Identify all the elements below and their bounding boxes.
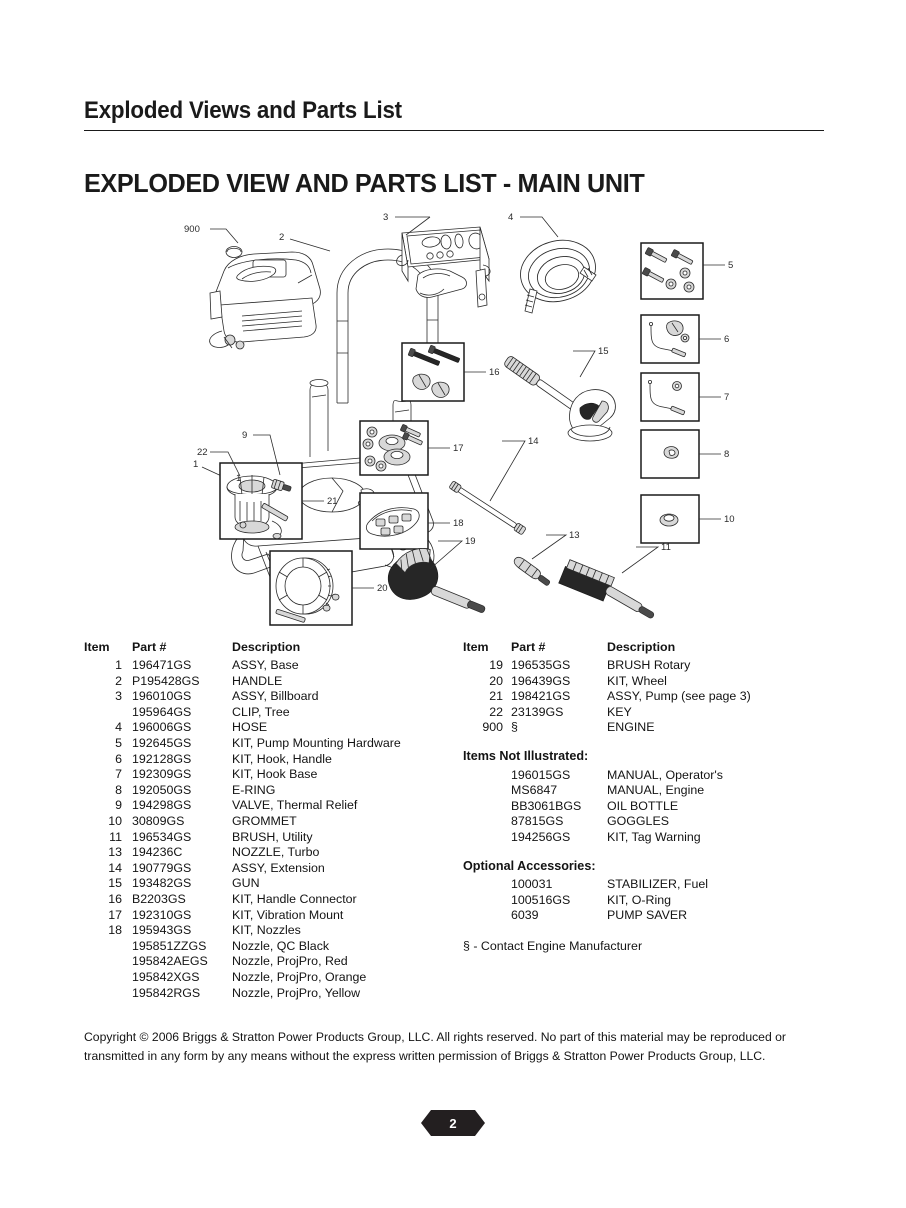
cell-item: 9 — [115, 798, 122, 813]
table-row — [463, 768, 843, 784]
cell-description: KIT, Handle Connector — [232, 892, 357, 906]
not-illustrated-title: Items Not Illustrated: — [463, 749, 589, 764]
cell-description: KIT, Pump Mounting Hardware — [232, 736, 401, 751]
cell-description: PUMP SAVER — [607, 908, 688, 923]
cell-item — [463, 799, 503, 815]
part-utility-brush-11 — [556, 542, 670, 630]
cell-description: Nozzle, ProjPro, Red — [232, 954, 348, 969]
cell-item — [84, 939, 122, 955]
cell-item: 13 — [108, 845, 122, 860]
optional-accessories-title: Optional Accessories: — [463, 858, 596, 873]
table-row — [84, 689, 454, 705]
cell-part-number: 30809GS — [132, 814, 185, 829]
cell-description: ASSY, Base — [232, 658, 299, 673]
cell-description: GROMMET — [232, 814, 297, 829]
cell-part-number: 100516GS — [511, 892, 571, 907]
cell-part-number: 196010GS — [132, 689, 192, 704]
cell-part-number: 196006GS — [132, 720, 192, 735]
table-row — [84, 814, 454, 830]
cell-part-number: 192310GS — [132, 907, 192, 922]
table-row — [84, 658, 454, 674]
cell-description: GUN — [232, 876, 260, 891]
cell-part-number: 192128GS — [132, 751, 192, 766]
page-number-label: 2 — [449, 1115, 457, 1131]
col-header-description: Description — [232, 640, 301, 654]
cell-item: 900 — [482, 720, 503, 735]
cell-description: Nozzle, QC Black — [232, 938, 330, 953]
cell-part-number: 192050GS — [132, 782, 192, 797]
cell-item: 1 — [115, 658, 122, 673]
cell-part-number: B2203GS — [132, 892, 186, 906]
cell-description: MANUAL, Operator's — [607, 767, 723, 782]
callout-3: 3 — [383, 212, 389, 223]
cell-description: MANUAL, Engine — [607, 783, 705, 798]
cell-item: 20 — [489, 673, 503, 688]
cell-part-number: 195851ZZGS — [132, 938, 207, 953]
table-row — [463, 658, 843, 674]
table-header-row — [84, 640, 454, 658]
part-box-20 — [270, 551, 388, 625]
cell-part-number: 196535GS — [511, 658, 571, 673]
cell-description: Nozzle, ProjPro, Orange — [232, 969, 367, 984]
cell-part-number: 196534GS — [132, 829, 192, 844]
callout-14: 14 — [528, 436, 539, 447]
cell-item — [463, 783, 503, 799]
callout-6: 6 — [724, 334, 730, 345]
cell-description: KIT, Nozzles — [232, 923, 301, 938]
cell-item — [84, 986, 122, 1002]
cell-part-number: 196015GS — [511, 767, 571, 782]
cell-description: ASSY, Pump (see page 3) — [607, 689, 751, 704]
cell-item: 18 — [108, 923, 122, 938]
cell-item — [463, 768, 503, 784]
table-row — [84, 908, 454, 924]
cell-description: STABILIZER, Fuel — [607, 877, 708, 892]
cell-part-number: 196439GS — [511, 673, 571, 688]
cell-item: 6 — [115, 751, 122, 766]
part-box-7 — [641, 373, 729, 421]
callout-11: 11 — [661, 542, 671, 553]
cell-item — [84, 970, 122, 986]
part-box-16 — [402, 343, 500, 401]
table-row — [463, 814, 843, 830]
cell-description: KIT, O-Ring — [607, 892, 672, 907]
table-row — [84, 876, 454, 892]
table-row — [463, 799, 843, 815]
cell-part-number: 195964GS — [132, 704, 192, 719]
cell-part-number: 195842XGS — [132, 969, 200, 984]
table-row — [84, 923, 454, 939]
cell-description: GOGGLES — [607, 814, 669, 829]
cell-description: VALVE, Thermal Relief — [232, 798, 358, 813]
cell-item: 11 — [109, 829, 122, 844]
cell-part-number: 195842AEGS — [132, 954, 208, 969]
cell-description: KIT, Vibration Mount — [232, 907, 344, 922]
cell-item — [463, 814, 503, 830]
cell-description: ASSY, Extension — [232, 860, 325, 875]
cell-part-number: 87815GS — [511, 814, 564, 829]
cell-item: 8 — [115, 782, 122, 797]
cell-description: Nozzle, ProjPro, Yellow — [232, 985, 361, 1000]
col-header-item: Item — [84, 640, 110, 654]
cell-description: ASSY, Billboard — [232, 689, 319, 704]
cell-item: 14 — [108, 860, 122, 875]
table-row — [84, 861, 454, 877]
section-title: EXPLODED VIEW AND PARTS LIST - MAIN UNIT — [84, 168, 645, 198]
parts-table-left — [84, 640, 454, 1001]
table-row — [84, 736, 454, 752]
callout-19: 19 — [465, 536, 476, 547]
cell-description: BRUSH, Utility — [232, 829, 313, 844]
cell-part-number: BB3061BGS — [511, 798, 582, 813]
callout-4: 4 — [508, 212, 514, 223]
cell-item: 19 — [489, 658, 503, 673]
cell-part-number: 6039 — [511, 908, 539, 923]
callout-900: 900 — [184, 224, 200, 235]
cell-part-number: 100031 — [511, 877, 553, 892]
table-row — [84, 970, 454, 986]
callout-8: 8 — [724, 449, 730, 460]
cell-item: 2 — [115, 673, 122, 688]
part-box-18 — [360, 493, 464, 549]
cell-item: 10 — [108, 814, 122, 829]
cell-description: BRUSH Rotary — [607, 658, 691, 673]
callout-10: 10 — [724, 514, 735, 525]
cell-item — [463, 893, 503, 909]
table-row — [84, 845, 454, 861]
part-box-17 — [360, 421, 464, 475]
table-row — [463, 877, 843, 893]
cell-part-number: 195842RGS — [132, 985, 201, 1000]
cell-description: ENGINE — [607, 720, 655, 735]
page-number-badge — [421, 1110, 485, 1136]
table-row — [84, 720, 454, 736]
cell-item — [463, 830, 503, 846]
cell-item — [463, 877, 503, 893]
table-row — [463, 674, 843, 690]
part-engine-900 — [184, 224, 320, 349]
cell-item: 21 — [489, 689, 503, 704]
part-gun-15 — [503, 346, 615, 441]
cell-part-number: 196471GS — [132, 658, 192, 673]
cell-item: 5 — [115, 736, 122, 751]
table-row — [463, 720, 843, 736]
cell-part-number: 23139GS — [511, 704, 564, 719]
callout-21: 21 — [327, 496, 338, 507]
table-row — [463, 908, 843, 924]
cell-item: 15 — [108, 876, 122, 891]
cell-part-number: MS6847 — [511, 783, 558, 798]
col-header-description: Description — [607, 640, 676, 654]
callout-7: 7 — [724, 392, 730, 403]
col-header-item: Item — [463, 640, 489, 654]
cell-item — [84, 705, 122, 721]
callout-5: 5 — [728, 260, 734, 271]
callout-13: 13 — [569, 530, 580, 541]
cell-item: 4 — [115, 720, 122, 735]
table-row — [84, 830, 454, 846]
cell-item: 17 — [108, 907, 122, 922]
table-row — [463, 893, 843, 909]
cell-item: 3 — [115, 689, 122, 704]
table-row — [84, 939, 454, 955]
part-box-8 — [641, 430, 729, 478]
cell-description: CLIP, Tree — [232, 704, 290, 719]
table-row — [84, 752, 454, 768]
cell-item — [84, 954, 122, 970]
running-header — [84, 96, 824, 131]
cell-part-number: 190779GS — [132, 860, 192, 875]
cell-description: KIT, Hook Base — [232, 767, 318, 782]
part-hose-4 — [508, 212, 603, 313]
cell-part-number: P195428GS — [132, 673, 200, 688]
table-row — [463, 830, 843, 846]
table-row — [84, 705, 454, 721]
callout-20: 20 — [377, 583, 388, 594]
cell-part-number: 194236C — [132, 845, 183, 860]
part-box-5 — [641, 243, 733, 299]
col-header-part: Part # — [511, 640, 546, 654]
part-box-6 — [641, 315, 729, 363]
header-rule — [84, 130, 824, 131]
callout-18: 18 — [453, 518, 464, 529]
callout-17: 17 — [453, 443, 464, 454]
parts-table-right — [463, 640, 843, 955]
cell-description: HANDLE — [232, 673, 283, 688]
cell-item: 22 — [489, 704, 503, 719]
col-header-part: Part # — [132, 640, 167, 654]
callout-15: 15 — [598, 346, 609, 357]
cell-description: OIL BOTTLE — [607, 798, 679, 813]
table-row — [84, 954, 454, 970]
callout-2: 2 — [279, 232, 285, 243]
cell-item: 7 — [115, 767, 122, 782]
running-title: Exploded Views and Parts List — [84, 97, 402, 124]
cell-description: KIT, Hook, Handle — [232, 751, 332, 766]
cell-part-number: § — [511, 720, 518, 735]
table-header-row — [463, 640, 843, 658]
part-box-10 — [641, 495, 735, 543]
table-row — [84, 674, 454, 690]
cell-part-number: 194256GS — [511, 830, 571, 845]
cell-part-number: 198421GS — [511, 689, 571, 704]
table-row — [463, 783, 843, 799]
table-row — [463, 705, 843, 721]
copyright-notice: Copyright © 2006 Briggs & Stratton Power Products Group, LLC. All rights reserved. No part of this material may be reproduced or transmitted in any form by any means without the express written permission of Briggs & Stratton Power Products Group, LLC. — [84, 1030, 786, 1063]
cell-part-number: 193482GS — [132, 876, 192, 891]
table-row — [84, 986, 454, 1002]
cell-description: E-RING — [232, 782, 276, 797]
cell-part-number: 194298GS — [132, 798, 192, 813]
exploded-view-diagram — [180, 205, 740, 630]
callout-1: 1 — [193, 459, 199, 470]
cell-item: 16 — [108, 892, 122, 906]
table-row — [84, 767, 454, 783]
cell-description: KEY — [607, 704, 632, 719]
callout-22: 22 — [197, 447, 208, 458]
callout-22-target: 1 — [236, 473, 242, 484]
cell-part-number: 192309GS — [132, 767, 192, 782]
cell-part-number: 192645GS — [132, 736, 192, 751]
table-row — [84, 892, 454, 908]
cell-description: KIT, Tag Warning — [607, 830, 701, 845]
cell-description: NOZZLE, Turbo — [232, 845, 320, 860]
cell-description: KIT, Wheel — [607, 673, 667, 688]
table-row — [84, 798, 454, 814]
callout-16: 16 — [489, 367, 500, 378]
callout-9: 9 — [242, 430, 248, 441]
table-row — [463, 689, 843, 705]
cell-description: HOSE — [232, 720, 268, 735]
cell-part-number: 195943GS — [132, 923, 192, 938]
cell-item — [463, 908, 503, 924]
engine-footnote: § - Contact Engine Manufacturer — [463, 939, 643, 953]
table-row — [84, 783, 454, 799]
